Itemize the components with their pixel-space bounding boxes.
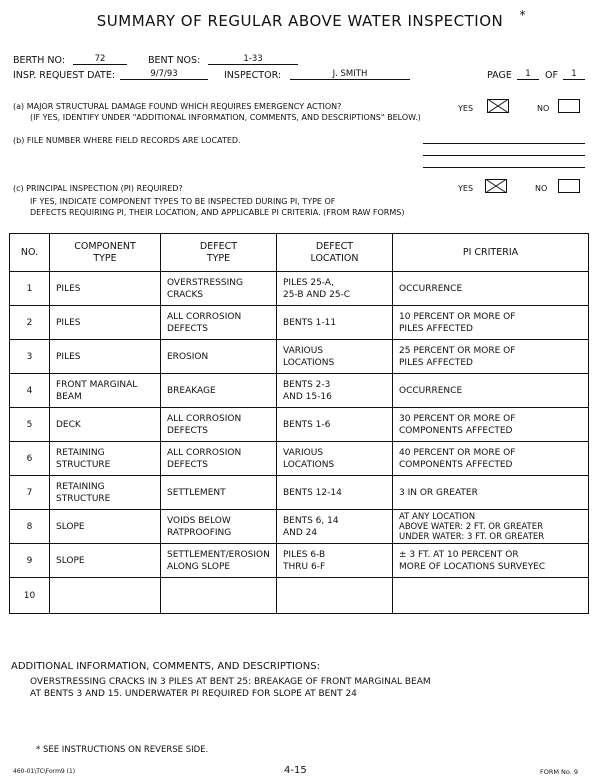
table-row (10, 408, 589, 442)
row-criteria[interactable]: 10 PERCENT OR MORE OF PILES AFFECTED (393, 306, 589, 340)
pi-table (9, 233, 589, 614)
berth-field[interactable]: 72 (73, 54, 127, 65)
row-defect-type[interactable]: SETTLEMENT/EROSION ALONG SLOPE (161, 544, 277, 578)
col-header-component: COMPONENT TYPE (50, 234, 161, 272)
row-criteria[interactable]: 40 PERCENT OR MORE OF COMPONENTS AFFECTED (393, 442, 589, 476)
row-defect-type[interactable]: OVERSTRESSING CRACKS (161, 272, 277, 306)
table-row (10, 272, 589, 306)
insp-date-field[interactable]: 9/7/93 (120, 69, 208, 80)
row-criteria[interactable]: 25 PERCENT OR MORE OF PILES AFFECTED (393, 340, 589, 374)
row-criteria[interactable]: 30 PERCENT OR MORE OF COMPONENTS AFFECTED (393, 408, 589, 442)
row-no: 6 (10, 442, 50, 476)
question-a-no-checkbox[interactable] (558, 99, 580, 113)
table-row (10, 544, 589, 578)
table-row (10, 510, 589, 544)
row-component[interactable]: FRONT MARGINAL BEAM (50, 374, 161, 408)
bent-field[interactable]: 1-33 (208, 54, 298, 65)
table-row (10, 442, 589, 476)
question-a-no-label: NO (537, 104, 550, 113)
col-header-pi-criteria: PI CRITERIA (393, 234, 589, 272)
file-number-line-1[interactable] (423, 143, 585, 144)
row-criteria[interactable]: 3 IN OR GREATER (393, 476, 589, 510)
row-location[interactable]: BENTS 2-3 AND 15-16 (277, 374, 393, 408)
col-header-defect-type: DEFECT TYPE (161, 234, 277, 272)
form-title (0, 8, 600, 30)
row-criteria[interactable]: OCCURRENCE (393, 272, 589, 306)
question-c-yes-checkbox[interactable] (485, 179, 507, 193)
row-component[interactable]: DECK (50, 408, 161, 442)
row-defect-type[interactable]: BREAKAGE (161, 374, 277, 408)
row-defect-type[interactable]: SETTLEMENT (161, 476, 277, 510)
row-no: 1 (10, 272, 50, 306)
table-row (10, 340, 589, 374)
row-criteria[interactable]: AT ANY LOCATION ABOVE WATER: 2 FT. OR GREATER UNDER WATER: 3 FT. OR GREATER (393, 510, 589, 544)
row-defect-type[interactable]: VOIDS BELOW RATPROOFING (161, 510, 277, 544)
row-component[interactable]: PILES (50, 306, 161, 340)
row-component[interactable]: SLOPE (50, 510, 161, 544)
page-label: PAGE (487, 70, 512, 81)
row-no: 8 (10, 510, 50, 544)
row-location[interactable] (277, 578, 393, 614)
table-row (10, 374, 589, 408)
row-location[interactable]: BENTS 1-11 (277, 306, 393, 340)
row-no: 2 (10, 306, 50, 340)
question-c-text: (c) PRINCIPAL INSPECTION (PI) REQUIRED? (13, 184, 183, 193)
inspector-field[interactable]: J. SMITH (290, 69, 410, 80)
row-no: 5 (10, 408, 50, 442)
insp-date-label: INSP. REQUEST DATE: (13, 70, 116, 81)
question-c-note-2: DEFECTS REQUIRING PI, THEIR LOCATION, AND APPLICABLE PI CRITERIA. (FROM RAW FORMS) (30, 208, 405, 217)
page-field[interactable]: 1 (517, 69, 539, 80)
row-defect-type[interactable]: ALL CORROSION DEFECTS (161, 442, 277, 476)
row-no: 4 (10, 374, 50, 408)
form-number: FORM No. 9 (540, 768, 579, 776)
question-c-no-label: NO (535, 184, 548, 193)
col-header-no: NO. (10, 234, 50, 272)
row-criteria[interactable] (393, 578, 589, 614)
question-a-yes-label: YES (458, 104, 474, 113)
row-location[interactable]: PILES 25-A, 25-B AND 25-C (277, 272, 393, 306)
row-location[interactable]: VARIOUS LOCATIONS (277, 340, 393, 374)
form-title-text: SUMMARY OF REGULAR ABOVE WATER INSPECTION (96, 12, 504, 30)
comments-text[interactable]: OVERSTRESSING CRACKS IN 3 PILES AT BENT 25: BREAKAGE OF FRONT MARGINAL BEAM AT BENTS 3 AND 15. UNDERWATER PI REQUIRED FOR SLOPE AT BENT 24 (30, 677, 431, 699)
footnote: * SEE INSTRUCTIONS ON REVERSE SIDE. (36, 745, 209, 755)
row-no: 9 (10, 544, 50, 578)
question-c-no-checkbox[interactable] (558, 179, 580, 193)
row-location[interactable]: BENTS 1-6 (277, 408, 393, 442)
row-location[interactable]: PILES 6-B THRU 6-F (277, 544, 393, 578)
question-a-yes-checkbox[interactable] (487, 99, 509, 113)
title-footnote-mark: * (519, 8, 526, 22)
table-row (10, 578, 589, 614)
row-component[interactable] (50, 578, 161, 614)
question-c-yes-label: YES (458, 184, 474, 193)
question-a-text: (a) MAJOR STRUCTURAL DAMAGE FOUND WHICH REQUIRES EMERGENCY ACTION? (13, 102, 342, 111)
of-field[interactable]: 1 (563, 69, 585, 80)
berth-label: BERTH NO: (13, 55, 66, 66)
row-location[interactable]: BENTS 12-14 (277, 476, 393, 510)
file-number-line-2[interactable] (423, 155, 585, 156)
row-defect-type[interactable]: ALL CORROSION DEFECTS (161, 408, 277, 442)
col-header-defect-location: DEFECT LOCATION (277, 234, 393, 272)
row-component[interactable]: RETAINING STRUCTURE (50, 442, 161, 476)
file-number-line-3[interactable] (423, 167, 585, 168)
row-no: 3 (10, 340, 50, 374)
row-component[interactable]: SLOPE (50, 544, 161, 578)
form-code: 460-01\TC\Form9 (1) (13, 768, 76, 775)
row-location[interactable]: VARIOUS LOCATIONS (277, 442, 393, 476)
row-no: 7 (10, 476, 50, 510)
row-defect-type[interactable] (161, 578, 277, 614)
row-criteria[interactable]: ± 3 FT. AT 10 PERCENT OR MORE OF LOCATIONS SURVEYEC (393, 544, 589, 578)
question-c-note-1: IF YES, INDICATE COMPONENT TYPES TO BE INSPECTED DURING PI, TYPE OF (30, 197, 336, 206)
page-number: 4-15 (284, 765, 307, 776)
table-row (10, 476, 589, 510)
comments-heading: ADDITIONAL INFORMATION, COMMENTS, AND DESCRIPTIONS: (11, 661, 320, 672)
row-location[interactable]: BENTS 6, 14 AND 24 (277, 510, 393, 544)
row-defect-type[interactable]: ALL CORROSION DEFECTS (161, 306, 277, 340)
row-no: 10 (10, 578, 50, 614)
row-criteria[interactable]: OCCURRENCE (393, 374, 589, 408)
of-label: OF (545, 70, 558, 81)
question-b-text: (b) FILE NUMBER WHERE FIELD RECORDS ARE LOCATED. (13, 136, 241, 145)
bent-label: BENT NOS: (148, 55, 201, 66)
question-a-note: (IF YES, IDENTIFY UNDER "ADDITIONAL INFORMATION, COMMENTS, AND DESCRIPTIONS" BELOW.) (30, 113, 421, 122)
row-defect-type[interactable]: EROSION (161, 340, 277, 374)
pi-table-header (10, 234, 589, 272)
row-component[interactable]: PILES (50, 272, 161, 306)
table-row (10, 306, 589, 340)
row-component[interactable]: PILES (50, 340, 161, 374)
row-component[interactable]: RETAINING STRUCTURE (50, 476, 161, 510)
inspector-label: INSPECTOR: (224, 70, 282, 81)
